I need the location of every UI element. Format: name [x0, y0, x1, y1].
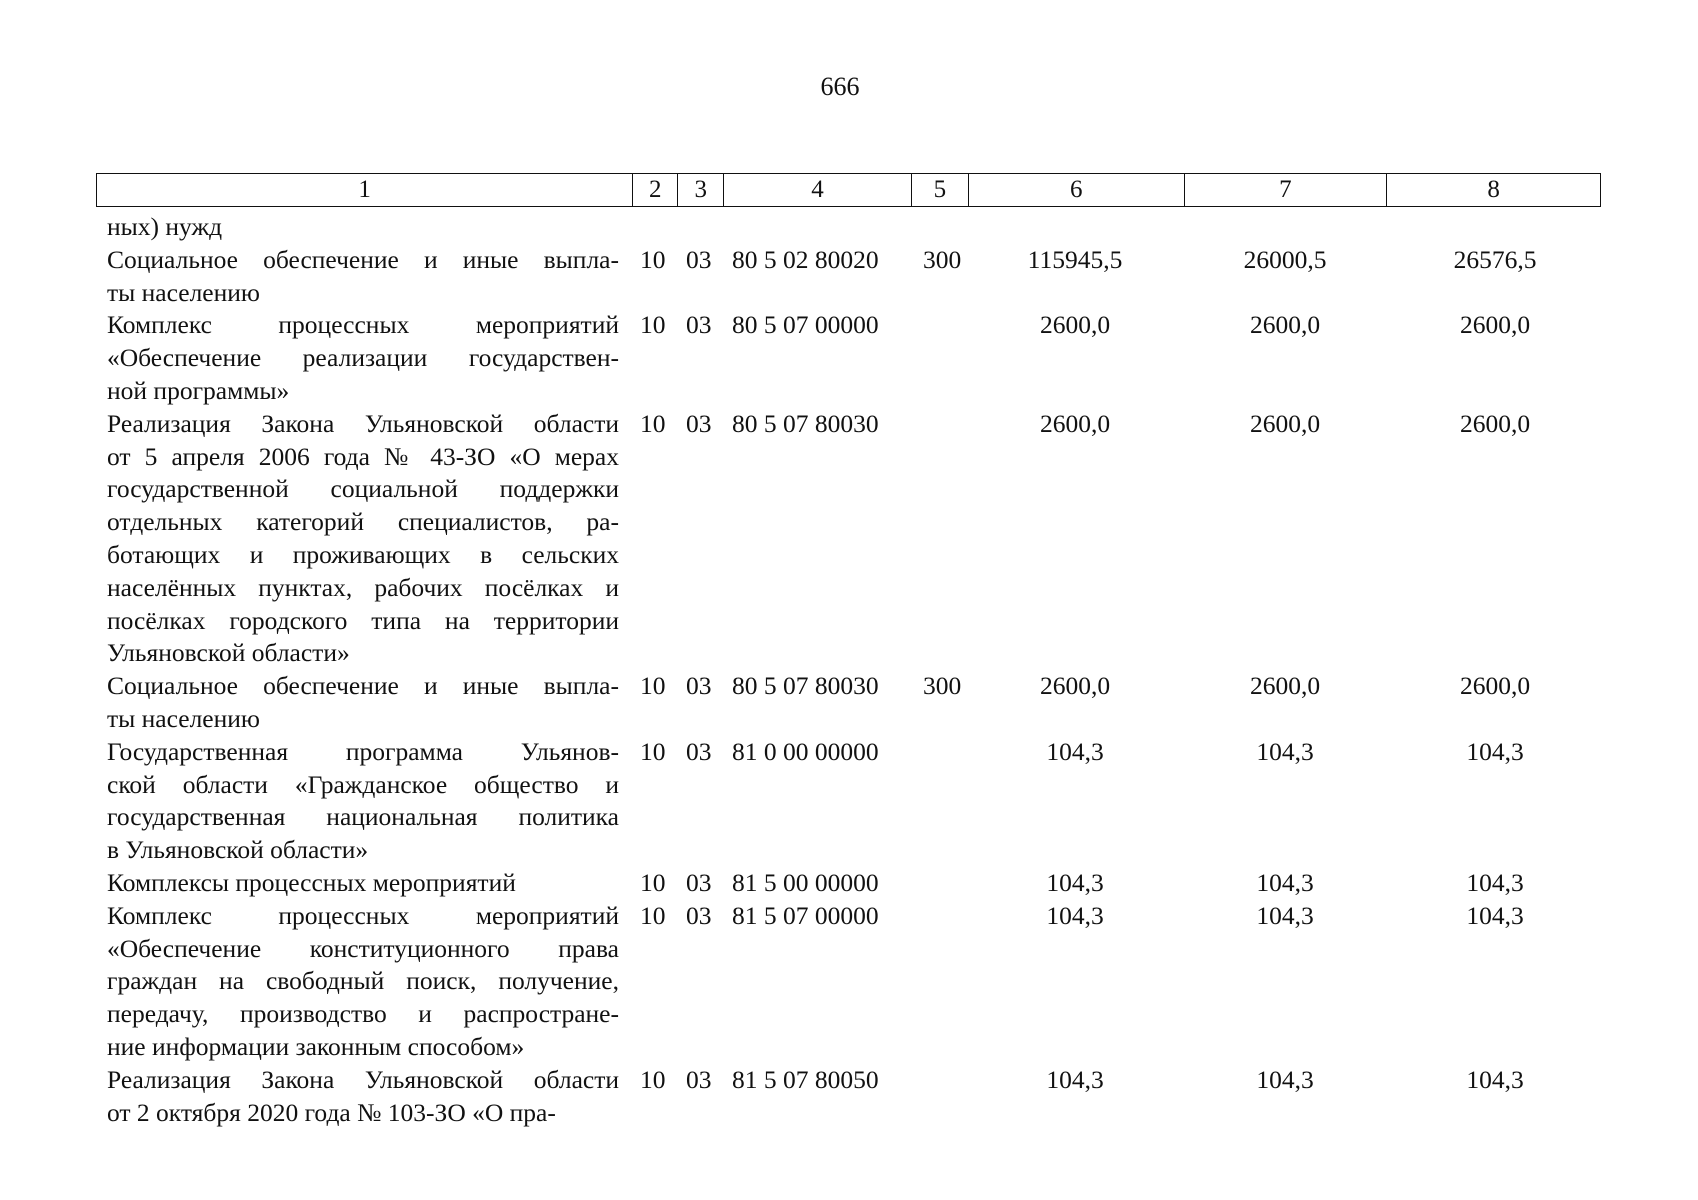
row-description	[107, 867, 619, 900]
cell-target-code: 80 5 07 80030	[732, 671, 879, 701]
cell-amount-6: 115945,5	[1027, 244, 1123, 274]
table-row	[0, 670, 1698, 736]
description-line: посёлках городского типа на территории	[107, 605, 619, 635]
description-line: ты населению	[107, 277, 260, 307]
table-header	[96, 173, 1601, 207]
cell-target-code: 81 0 00 00000	[732, 736, 879, 766]
cell-amount-8: 104,3	[1466, 736, 1524, 766]
description-line: от 5 апреля 2006 года № 43-ЗО «О мерах	[107, 441, 619, 471]
cell-amount-6: 104,3	[1046, 736, 1104, 766]
cell-subsection: 03	[686, 1064, 712, 1094]
cell-subsection: 03	[686, 408, 712, 438]
description-line: «Обеспечение реализации государствен-	[107, 343, 619, 373]
header-col-7: 7	[1184, 174, 1387, 206]
table-row	[0, 736, 1698, 867]
header-col-4: 4	[723, 174, 911, 206]
description-line: Реализация Закона Ульяновской области	[107, 408, 619, 438]
description-line: отдельных категорий специалистов, ра-	[107, 507, 619, 537]
cell-subsection: 03	[686, 736, 712, 766]
cell-amount-8: 2600,0	[1459, 408, 1531, 438]
row-description	[107, 211, 619, 244]
cell-subsection: 03	[686, 671, 712, 701]
header-col-8: 8	[1386, 174, 1600, 206]
cell-section: 10	[640, 867, 666, 897]
description-line: Социальное обеспечение и иные выпла-	[107, 671, 619, 701]
table-row	[0, 309, 1698, 407]
description-line: от 2 октября 2020 года № 103-ЗО «О пра-	[107, 1097, 556, 1127]
description-line: Комплекс процессных мероприятий	[107, 900, 619, 930]
cell-amount-6: 104,3	[1046, 1064, 1104, 1094]
cell-amount-7: 2600,0	[1249, 408, 1321, 438]
cell-amount-7: 2600,0	[1249, 671, 1321, 701]
description-line: ты населению	[107, 703, 260, 733]
row-description	[107, 900, 619, 1064]
description-line: государственной социальной поддержки	[107, 474, 619, 504]
table-row	[0, 408, 1698, 670]
cell-amount-8: 104,3	[1466, 1064, 1524, 1094]
cell-amount-8: 104,3	[1466, 900, 1524, 930]
cell-section: 10	[640, 900, 666, 930]
row-description	[107, 1064, 619, 1130]
table-row	[0, 867, 1698, 900]
cell-expense-type: 300	[923, 244, 962, 274]
description-line: ботающих и проживающих в сельских	[107, 539, 619, 569]
cell-section: 10	[640, 244, 666, 274]
description-line: Ульяновской области»	[107, 638, 350, 668]
cell-amount-6: 2600,0	[1039, 671, 1111, 701]
page-number: 666	[820, 72, 860, 101]
description-line: государственная национальная политика	[107, 802, 619, 832]
cell-section: 10	[640, 310, 666, 340]
cell-amount-7: 26000,5	[1243, 244, 1327, 274]
cell-amount-6: 2600,0	[1039, 310, 1111, 340]
cell-amount-6: 2600,0	[1039, 408, 1111, 438]
cell-target-code: 80 5 07 80030	[732, 408, 879, 438]
description-line: Комплекс процессных мероприятий	[107, 310, 619, 340]
cell-amount-7: 104,3	[1256, 867, 1314, 897]
cell-target-code: 80 5 02 80020	[732, 244, 879, 274]
description-line: ных) нужд	[107, 212, 223, 241]
header-col-2: 2	[632, 174, 677, 206]
description-line: ной программы»	[107, 375, 290, 405]
cell-subsection: 03	[686, 310, 712, 340]
row-description	[107, 670, 619, 736]
header-col-1: 1	[358, 176, 371, 203]
description-line: Государственная программа Ульянов-	[107, 736, 619, 766]
description-line: передачу, производство и распростране-	[107, 999, 619, 1029]
header-col-3: 3	[677, 174, 723, 206]
cell-target-code: 81 5 07 80050	[732, 1064, 879, 1094]
header-col-6: 6	[968, 174, 1184, 206]
description-line: ние информации законным способом»	[107, 1031, 525, 1061]
header-col-5: 5	[911, 174, 968, 206]
cell-target-code: 81 5 07 00000	[732, 900, 879, 930]
cell-section: 10	[640, 408, 666, 438]
cell-amount-7: 104,3	[1256, 900, 1314, 930]
description-line: в Ульяновской области»	[107, 835, 369, 865]
cell-amount-7: 2600,0	[1249, 310, 1321, 340]
table-row	[0, 244, 1698, 310]
table-body	[0, 211, 1698, 1129]
description-line: населённых пунктах, рабочих посёлках и	[107, 572, 619, 602]
description-line: Комплексы процессных мероприятий	[107, 867, 516, 897]
table-row	[0, 211, 1698, 244]
row-description	[107, 244, 619, 310]
description-line: граждан на свободный поиск, получение,	[107, 966, 619, 996]
description-line: Реализация Закона Ульяновской области	[107, 1064, 619, 1094]
cell-subsection: 03	[686, 867, 712, 897]
cell-target-code: 80 5 07 00000	[732, 310, 879, 340]
cell-amount-8: 2600,0	[1459, 310, 1531, 340]
table-row	[0, 900, 1698, 1064]
table-row	[0, 1064, 1698, 1130]
cell-subsection: 03	[686, 900, 712, 930]
cell-section: 10	[640, 736, 666, 766]
cell-amount-8: 104,3	[1466, 867, 1524, 897]
cell-amount-6: 104,3	[1046, 867, 1104, 897]
cell-amount-6: 104,3	[1046, 900, 1104, 930]
cell-subsection: 03	[686, 244, 712, 274]
cell-amount-8: 2600,0	[1459, 671, 1531, 701]
cell-expense-type: 300	[923, 671, 962, 701]
description-line: «Обеспечение конституционного права	[107, 933, 619, 963]
row-description	[107, 736, 619, 867]
cell-section: 10	[640, 1064, 666, 1094]
description-line: ской области «Гражданское общество и	[107, 769, 619, 799]
cell-section: 10	[640, 671, 666, 701]
cell-amount-8: 26576,5	[1453, 244, 1537, 274]
description-line: Социальное обеспечение и иные выпла-	[107, 244, 619, 274]
cell-amount-7: 104,3	[1256, 1064, 1314, 1094]
cell-amount-7: 104,3	[1256, 736, 1314, 766]
cell-target-code: 81 5 00 00000	[732, 867, 879, 897]
row-description	[107, 408, 619, 670]
row-description	[107, 309, 619, 407]
